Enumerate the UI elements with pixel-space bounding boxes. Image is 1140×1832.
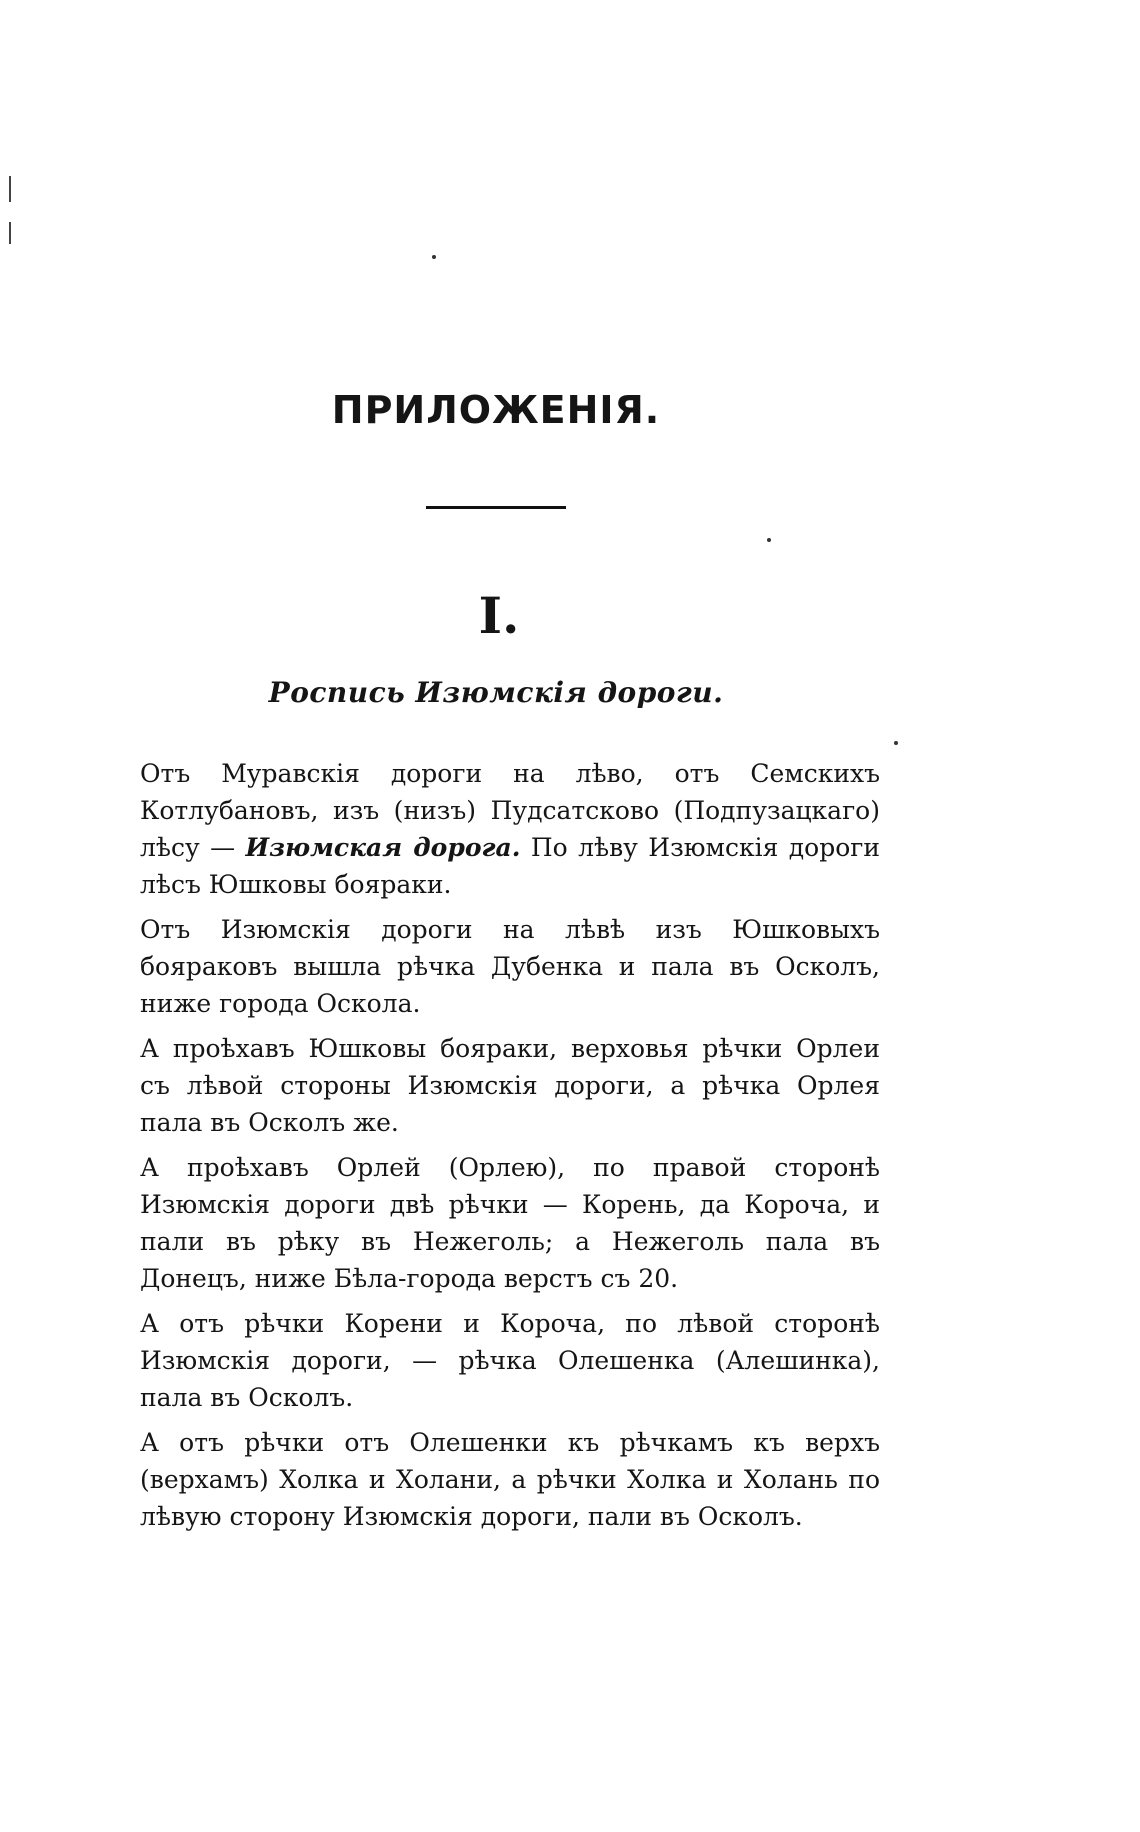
paragraph-text: А проѣхавъ Юшковы бояраки, верховья рѣчки Орлеи съ лѣвой стороны Изюмскія дороги, а рѣчка Орлея пала въ Осколъ же. [140, 1034, 880, 1137]
paragraph [140, 911, 880, 1022]
paragraph-text: По лѣву Изюмскія дороги лѣсъ Юшковы бояраки. [140, 833, 881, 899]
paragraph [140, 1424, 880, 1535]
scan-edge-mark [9, 222, 11, 244]
title-divider [426, 506, 566, 509]
paragraph-text: А отъ рѣчки отъ Олешенки къ рѣчкамъ къ верхъ (верхамъ) Холка и Холани, а рѣчки Холка и Холань по лѣвую сторону Изюмскія дороги, пали въ Осколъ. [140, 1428, 880, 1531]
section-title: Роспись Изюмскія дороги. [268, 676, 724, 709]
paragraph [140, 755, 880, 903]
paragraph-text: А проѣхавъ Орлей (Орлею), по правой сторонѣ Изюмскія дороги двѣ рѣчки — Корень, да Короча, и пали въ рѣку въ Нежеголь; а Нежеголь пала въ Донецъ, ниже Бѣла-города верстъ съ 20. [140, 1153, 880, 1293]
paragraph-text: А отъ рѣчки Корени и Короча, по лѣвой сторонѣ Изюмскія дороги, — рѣчка Олешенка (Алешинка), пала въ Осколъ. [140, 1309, 880, 1412]
scan-speck [894, 741, 898, 745]
paragraph-text: Отъ Муравскія дороги на лѣво, отъ Семскихъ Котлубановъ, изъ (низъ) Пудсатсково (Подпузацкаго) лѣсу — [140, 759, 880, 862]
paragraph-text: Отъ Изюмскія дороги на лѣвѣ изъ Юшковыхъ бояраковъ вышла рѣчка Дубенка и пала въ Осколъ, ниже города Оскола. [140, 915, 880, 1018]
paragraph [140, 1149, 880, 1297]
paragraph [140, 1305, 880, 1416]
emphasized-text: Изюмская дорога. [245, 833, 521, 862]
scan-edge-mark [9, 176, 11, 202]
scan-speck [432, 255, 436, 259]
paragraph [140, 1030, 880, 1141]
body-text [140, 755, 880, 1543]
scan-speck [767, 538, 771, 542]
section-number: I. [478, 586, 520, 645]
page-title: ПРИЛОЖЕНІЯ. [331, 388, 661, 432]
